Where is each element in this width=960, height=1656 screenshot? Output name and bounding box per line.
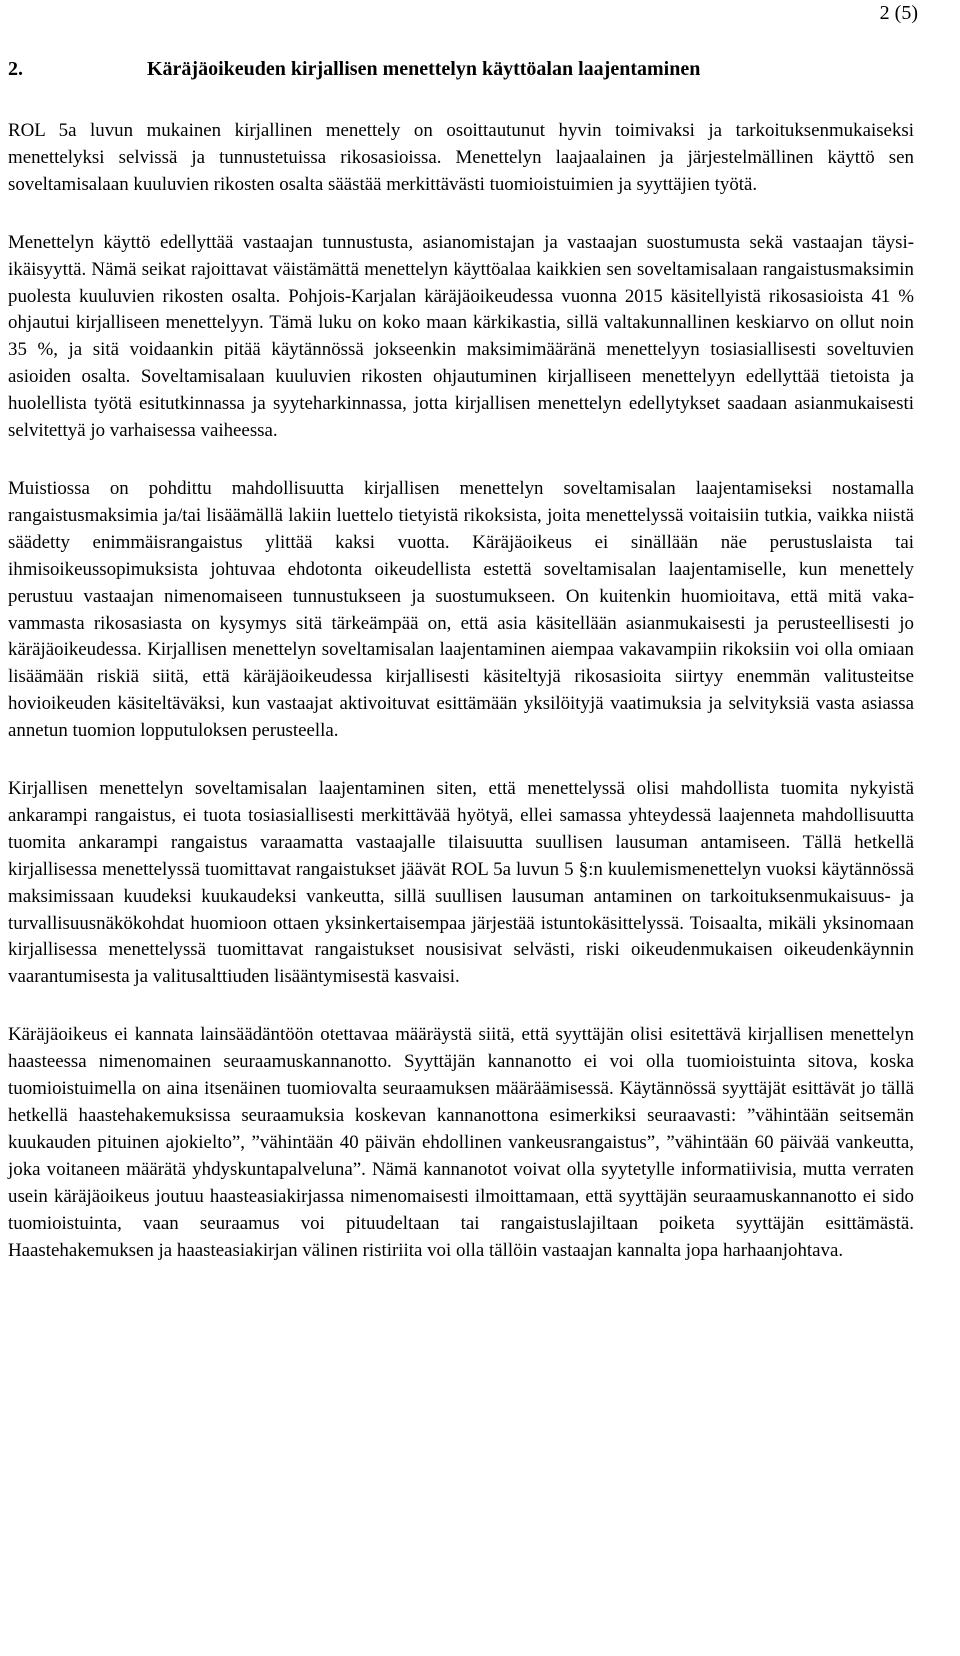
paragraph-2: Menettelyn käyttö edellyttää vastaajan tunnustusta, asianomistajan ja vastaajan suostumusta sekä vastaajan täysi-ikäisyyttä. Nämä seikat rajoittavat väistämättä menettelyn käyttöalaa kaikkien sen soveltamisalaan rangaistusmaksimin puolesta kuuluvien rikosten osalta. Pohjois-Karjalan käräjäoikeudessa vuonna 2015 käsitellyistä rikosasioista 41 % ohjautui kirjalliseen menettelyyn. Tämä luku on koko maan kärkikastia, sillä valtakunnallinen keskiarvo on ollut noin 35 %, ja sitä voidaankin pitää käytännössä jokseenkin maksimimääränä menettelyyn tosiasiallisesti soveltuvien asioiden osalta. Soveltamisalaan kuuluvien rikosten ohjautuminen kirjalliseen menettelyyn edellyttää tietoista ja huolellista työtä esitutkinnassa ja syyteharkinnassa, jotta kirjallisen menettelyn edellytykset saadaan asianmukaisesti selvitettyä jo varhaisessa vaiheessa.: [8, 231, 914, 442]
paragraph-5: Käräjäoikeus ei kannata lainsäädäntöön otettavaa määräystä siitä, että syyttäjän olisi esitettävä kirjallisen menettelyn haasteessa nimenomainen seuraamuskannanotto. Syyttäjän kannanotto ei voi olla tuomioistuinta sitova, koska tuomioistuimella on aina itsenäinen tuomiovalta seuraamuksen määräämisessä. Käytännössä syyttäjät esittävät jo tällä hetkellä haastehakemuksissa seuraamuksia koskevan kannanottona esimerkiksi seuraavasti: ”vähintään seitsemän kuukauden pituinen ajokielto”, ”vähintään 40 päivän ehdollinen vankeusrangaistus”, ”vähintään 60 päivää vankeutta, joka voitaneen määrätä yhdyskuntapalveluna”. Nämä kannanotot voivat olla syytetylle informatiivisia, mutta verraten usein käräjäoikeus joutuu haasteasiakirjassa nimenomaisesti ilmoittamaan, että syyttäjän seuraamuskannanotto ei sido tuomioistuinta, vaan seuraamus voi pituudeltaan tai rangaistuslajiltaan poiketa syyttäjän esittämästä. Haastehakemuksen ja haasteasiakirjan välinen ristiriita voi olla tällöin vastaajan kannalta jopa harhaanjohtava.: [8, 1024, 914, 1261]
section-number: 2.: [8, 58, 23, 80]
section-title: Käräjäoikeuden kirjallisen menettelyn käyttöalan laajentaminen: [147, 58, 701, 80]
section-heading: [8, 56, 908, 82]
body-text: [8, 118, 914, 1264]
paragraph-4: Kirjallisen menettelyn soveltamisalan laajentaminen siten, että menettelyssä olisi mahdollista tuomita nykyistä ankarampi rangaistus, ei tuota tosiasiallisesti merkittävää hyötyä, ellei samassa yhteydessä laajenneta mahdollisuutta tuomita ankarampi rangaistus varaamatta vastaajalle tilaisuutta suullisen lausuman antamiseen. Tällä hetkellä kirjallisessa menettelyssä tuomittavat rangaistukset jäävät ROL 5a luvun 5 §:n kuulemismenettelyn vuoksi käytännössä maksimissaan kuudeksi kuukaudeksi vankeutta, sillä suullisen lausuman antaminen on tarkoituksenmukaisuus- ja turvallisuusnäkökohdat huomioon ottaen yksinkertaisempaa järjestää istuntokäsittelyssä. Toisaalta, mikäli yksinomaan kirjallisessa menettelyssä tuomittavat rangaistukset nousisivat selvästi, riski oikeudenmukaisen oikeudenkäynnin vaarantumisesta ja valitusalttiuden lisääntymisestä kasvaisi.: [8, 778, 914, 988]
paragraph-3: Muistiossa on pohdittu mahdollisuutta kirjallisen menettelyn soveltamisalan laajentamiseksi nostamalla rangaistusmaksimia ja/tai lisäämällä lakiin luettelo tietyistä rikoksista, joita menettelyssä voitaisiin tutkia, vaikka niistä säädetty enimmäisrangaistus ylittää kaksi vuotta. Käräjäoikeus ei sinällään näe perustuslaista tai ihmisoikeussopimuksista johtuvaa ehdotonta oikeudellista estettä soveltamisalan laajentamiselle, kun menettely perustuu vastaajan nimenomaiseen tunnustukseen ja suostumukseen. On kuitenkin huomioitava, että mitä vakavammasta rikosasiasta on kysymys sitä tärkeämpää on, että asia käsitellään asianmukaisesti ja perusteellisesti jo käräjäoikeudessa. Kirjallisen menettelyn soveltamisalan laajentaminen aiempaa vakavampiin rikoksiin voi olla omiaan lisäämään riskiä siitä, että käräjäoikeudessa kirjallisesti käsiteltyjä rikosasioita siirtyy enemmän valitusteitse hovioikeuden käsiteltäväksi, kun vastaajat aktivoituvat esittämään yksilöityjä vaatimuksia ja selvityksiä vasta asiassa annetun tuomion lopputuloksen perusteella.: [8, 477, 914, 742]
page-number: 2 (5): [879, 2, 918, 24]
paragraph-1: ROL 5a luvun mukainen kirjallinen menettely on osoittautunut hyvin toimivaksi ja tarkoituksenmukaiseksi menettelyksi selvissä ja tunnustetuissa rikosasioissa. Menettelyn laajaalainen ja järjestelmällinen käyttö sen soveltamisalaan kuuluvien rikosten osalta säästää merkittävästi tuomioistuimien ja syyttäjien työtä.: [8, 120, 914, 195]
